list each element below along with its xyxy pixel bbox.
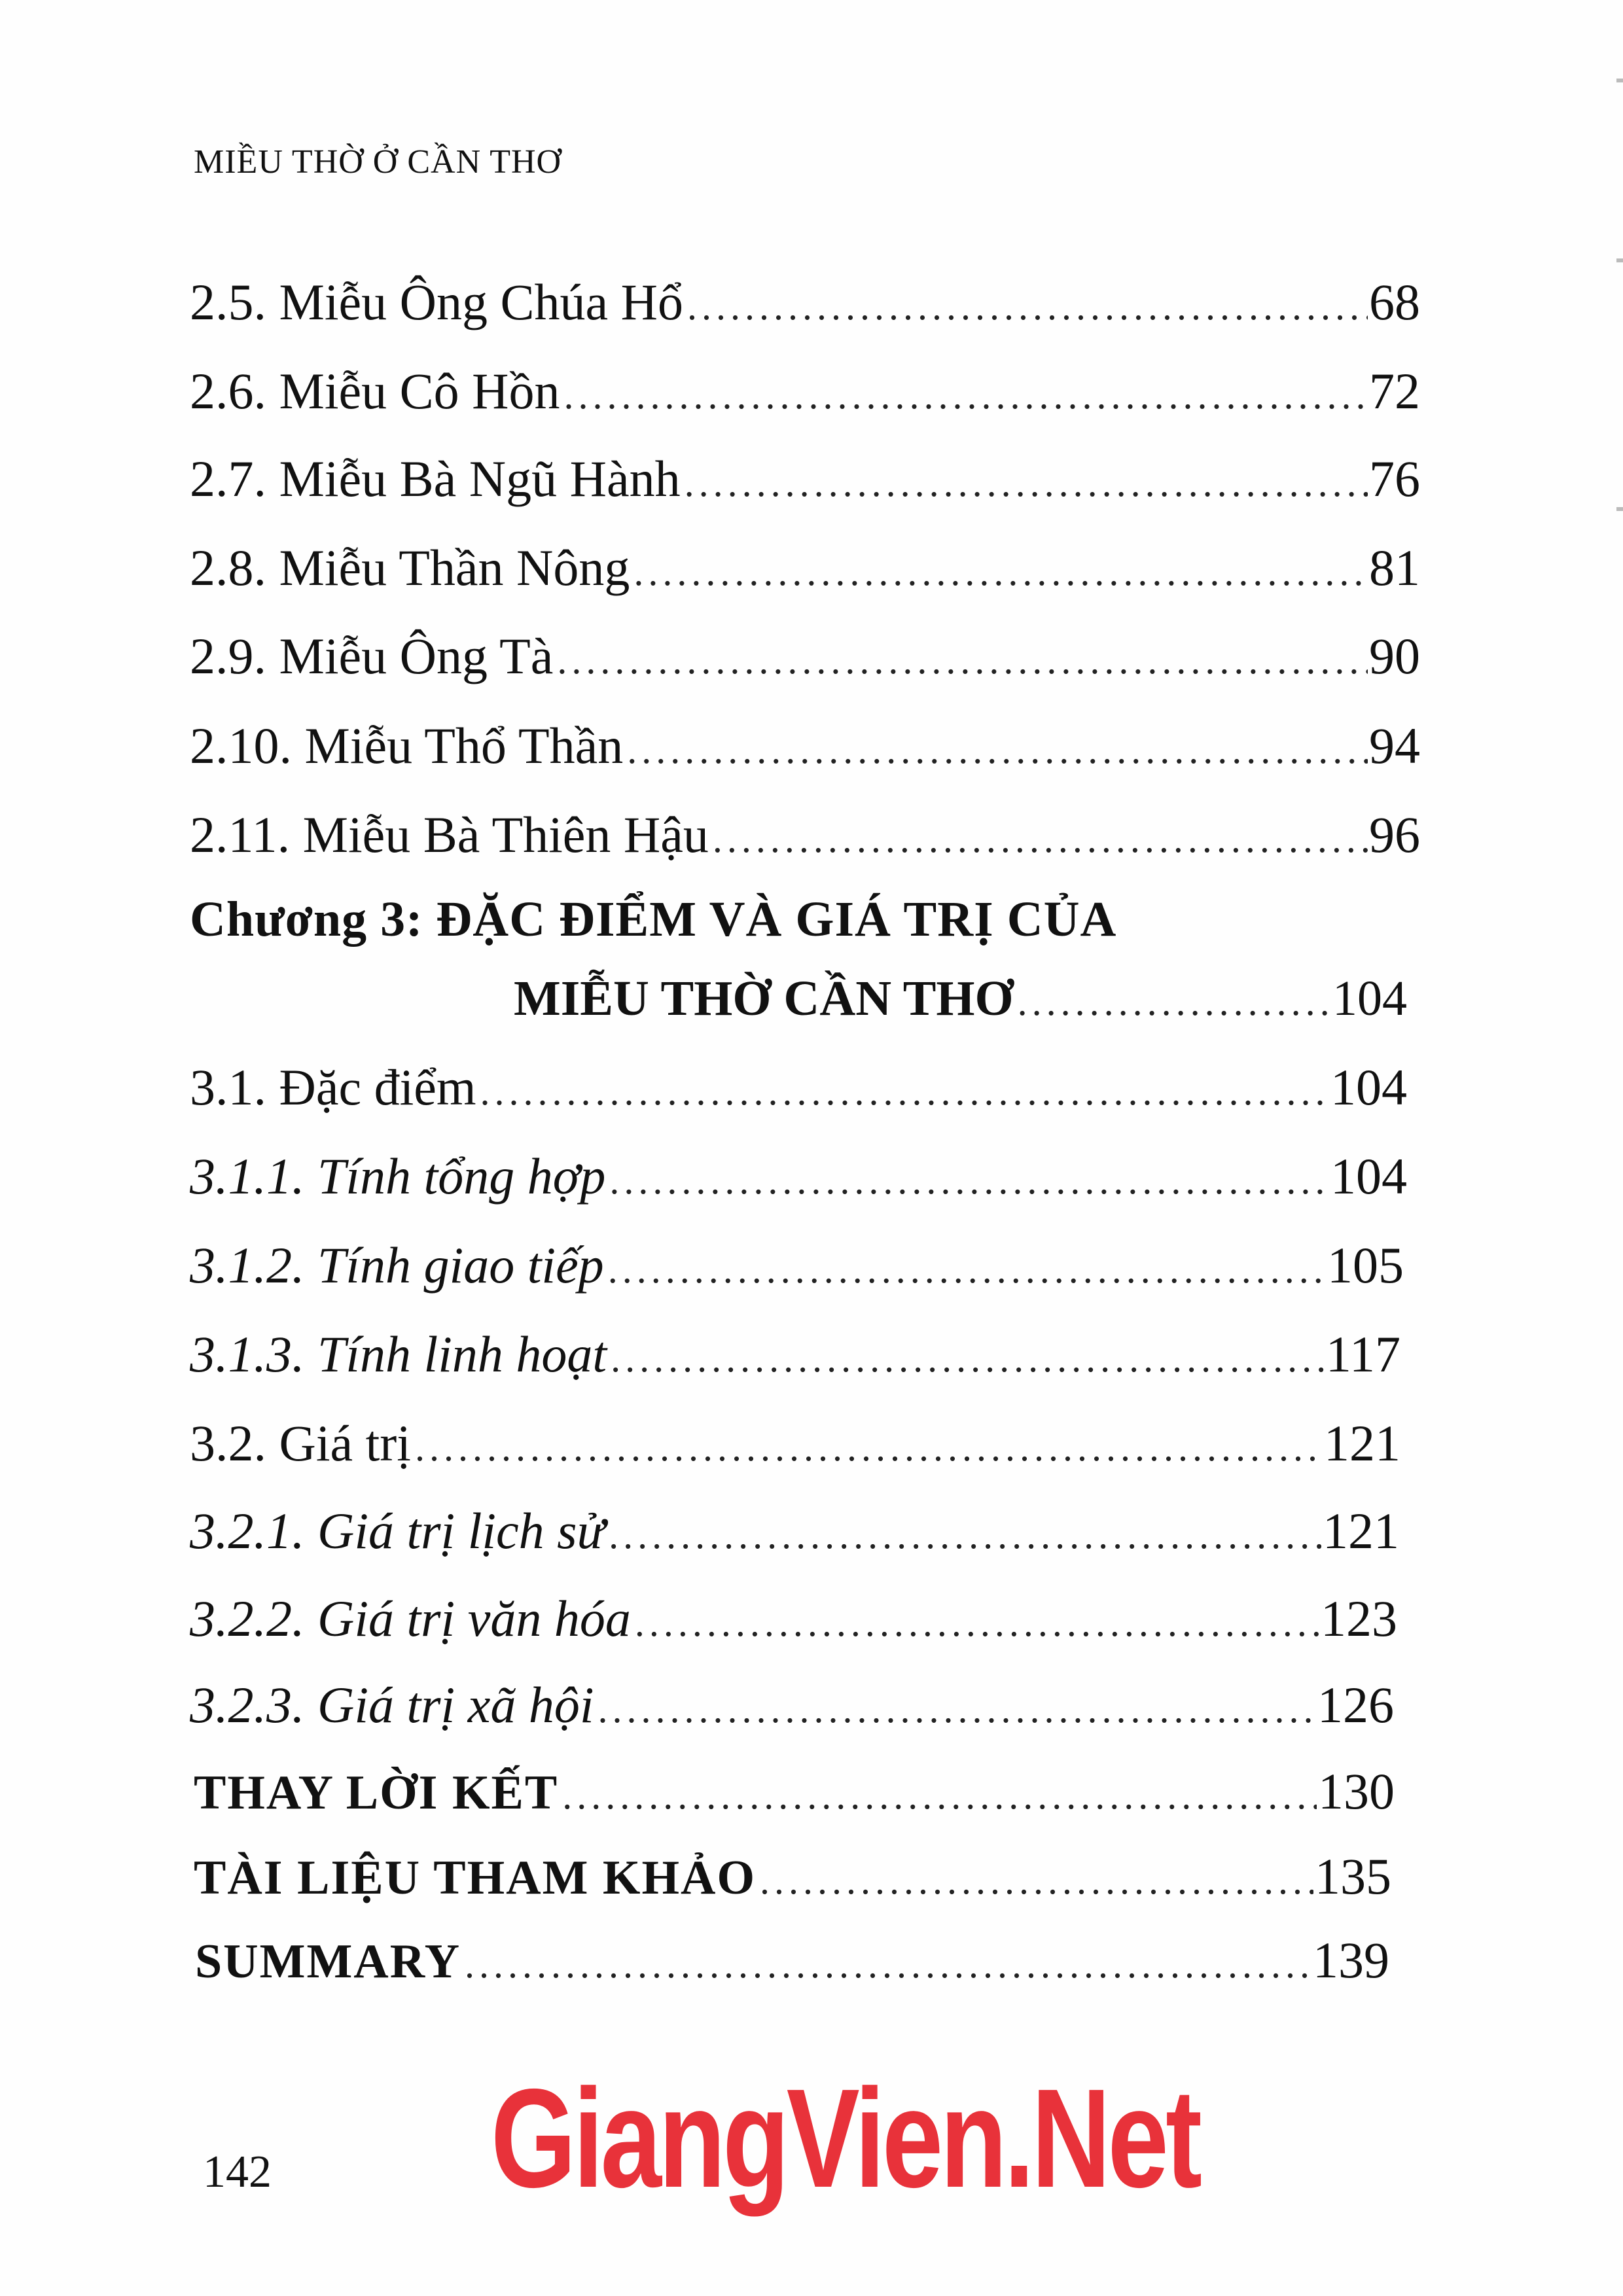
toc-entry-label: 2.10. Miễu Thổ Thần <box>190 717 624 774</box>
scan-edge-mark <box>1616 258 1623 262</box>
toc-entry-page: 121 <box>1323 1502 1399 1559</box>
toc-entry-label: SUMMARY <box>195 1935 461 1988</box>
dot-leader <box>562 1763 1317 1828</box>
toc-entry-label: 3.2.2. Giá trị văn hóa <box>190 1590 631 1647</box>
dot-leader <box>415 1415 1323 1480</box>
watermark-logo: GiangVien.Net <box>491 2059 1200 2217</box>
dot-leader <box>1018 969 1331 1034</box>
toc-entry[interactable] <box>195 1928 1389 1993</box>
toc-entry[interactable] <box>190 1055 1407 1120</box>
toc-entry-label: 2.7. Miễu Bà Ngũ Hành <box>190 450 681 507</box>
toc-entry[interactable] <box>194 1844 1391 1909</box>
toc-entry[interactable] <box>190 1411 1400 1476</box>
dot-leader <box>685 450 1368 516</box>
scan-edge-mark <box>1616 79 1623 82</box>
dot-leader <box>611 1326 1325 1391</box>
toc-entry-label: 2.8. Miễu Thần Nông <box>190 539 630 596</box>
scan-edge-mark <box>1616 507 1623 511</box>
dot-leader <box>609 1502 1321 1568</box>
toc-entry-page: 96 <box>1369 806 1420 863</box>
toc-entry-label: THAY LỜI KẾT <box>194 1766 559 1820</box>
dot-leader <box>465 1932 1311 1997</box>
toc-entry[interactable] <box>190 535 1420 601</box>
toc-entry[interactable] <box>190 1144 1407 1209</box>
toc-entry-page: 130 <box>1318 1763 1395 1820</box>
toc-entry-page: 135 <box>1315 1848 1391 1905</box>
toc-entry-page: 126 <box>1317 1676 1394 1733</box>
dot-leader <box>627 717 1368 783</box>
running-head: MIỀU THỜ Ở CẦN THƠ <box>194 143 562 181</box>
dot-leader <box>635 1590 1319 1655</box>
toc-entry-label: 3.1.3. Tính linh hoạt <box>190 1326 607 1383</box>
toc-entry-page: 68 <box>1369 274 1420 330</box>
toc-entry-page: 104 <box>1330 1148 1407 1205</box>
dot-leader <box>557 627 1368 693</box>
toc-entry[interactable] <box>190 1233 1404 1298</box>
toc-entry-page: 139 <box>1313 1932 1389 1988</box>
toc-entry-label: 3.2. Giá trị <box>190 1415 411 1472</box>
dot-leader <box>480 1059 1329 1124</box>
toc-entry[interactable] <box>190 359 1420 424</box>
toc-entry-page: 81 <box>1369 539 1420 596</box>
toc-entry-label: 3.2.3. Giá trị xã hội <box>190 1676 594 1733</box>
chapter-3-title-line2: MIỄU THỜ CẦN THƠ <box>514 971 1014 1026</box>
toc-entry-page: 121 <box>1324 1415 1400 1472</box>
toc-entry-label: 2.6. Miễu Cô Hồn <box>190 362 560 419</box>
toc-entry-label: 3.1. Đặc điểm <box>190 1059 476 1116</box>
dot-leader <box>598 1676 1317 1742</box>
chapter-3-entry[interactable] <box>514 966 1407 1031</box>
toc-entry-page: 104 <box>1330 1059 1407 1116</box>
toc-entry-page: 94 <box>1369 717 1420 774</box>
toc-entry[interactable] <box>190 1586 1397 1651</box>
dot-leader <box>687 274 1368 339</box>
toc-entry-label: TÀI LIỆU THAM KHẢO <box>194 1851 757 1905</box>
toc-entry-label: 2.11. Miễu Bà Thiên Hậu <box>190 806 709 863</box>
toc-entry-page: 123 <box>1321 1590 1397 1647</box>
dot-leader <box>633 539 1368 605</box>
page-number: 142 <box>203 2147 272 2197</box>
toc-entry[interactable] <box>190 1498 1399 1564</box>
dot-leader <box>564 362 1368 428</box>
toc-entry[interactable] <box>190 1672 1394 1738</box>
toc-entry-page: 72 <box>1369 362 1420 419</box>
toc-entry[interactable] <box>190 270 1420 335</box>
dot-leader <box>609 1148 1329 1213</box>
toc-entry-label: 2.5. Miễu Ông Chúa Hổ <box>190 274 683 330</box>
toc-entry[interactable] <box>190 624 1420 689</box>
dot-leader <box>760 1848 1313 1913</box>
toc-entry[interactable] <box>190 446 1420 512</box>
toc-entry-page: 90 <box>1369 627 1420 684</box>
toc-entry[interactable] <box>194 1759 1395 1824</box>
toc-entry-page: 105 <box>1327 1237 1404 1294</box>
toc-entry-label: 2.9. Miễu Ông Tà <box>190 627 554 684</box>
toc-entry-page: 104 <box>1332 971 1407 1026</box>
dot-leader <box>713 806 1368 872</box>
dot-leader <box>608 1237 1326 1302</box>
toc-entry[interactable] <box>190 1322 1400 1387</box>
toc-entry-label: 3.1.2. Tính giao tiếp <box>190 1237 604 1294</box>
toc-entry[interactable] <box>190 802 1420 868</box>
toc-entry-page: 117 <box>1325 1326 1400 1383</box>
toc-entry-label: 3.1.1. Tính tổng hợp <box>190 1148 606 1205</box>
toc-entry-page: 76 <box>1369 450 1420 507</box>
toc-entry-label: 3.2.1. Giá trị lịch sử <box>190 1502 605 1559</box>
chapter-3-title[interactable]: Chương 3: ĐẶC ĐIỂM VÀ GIÁ TRỊ CỦA <box>190 892 1117 947</box>
toc-entry[interactable] <box>190 713 1420 779</box>
